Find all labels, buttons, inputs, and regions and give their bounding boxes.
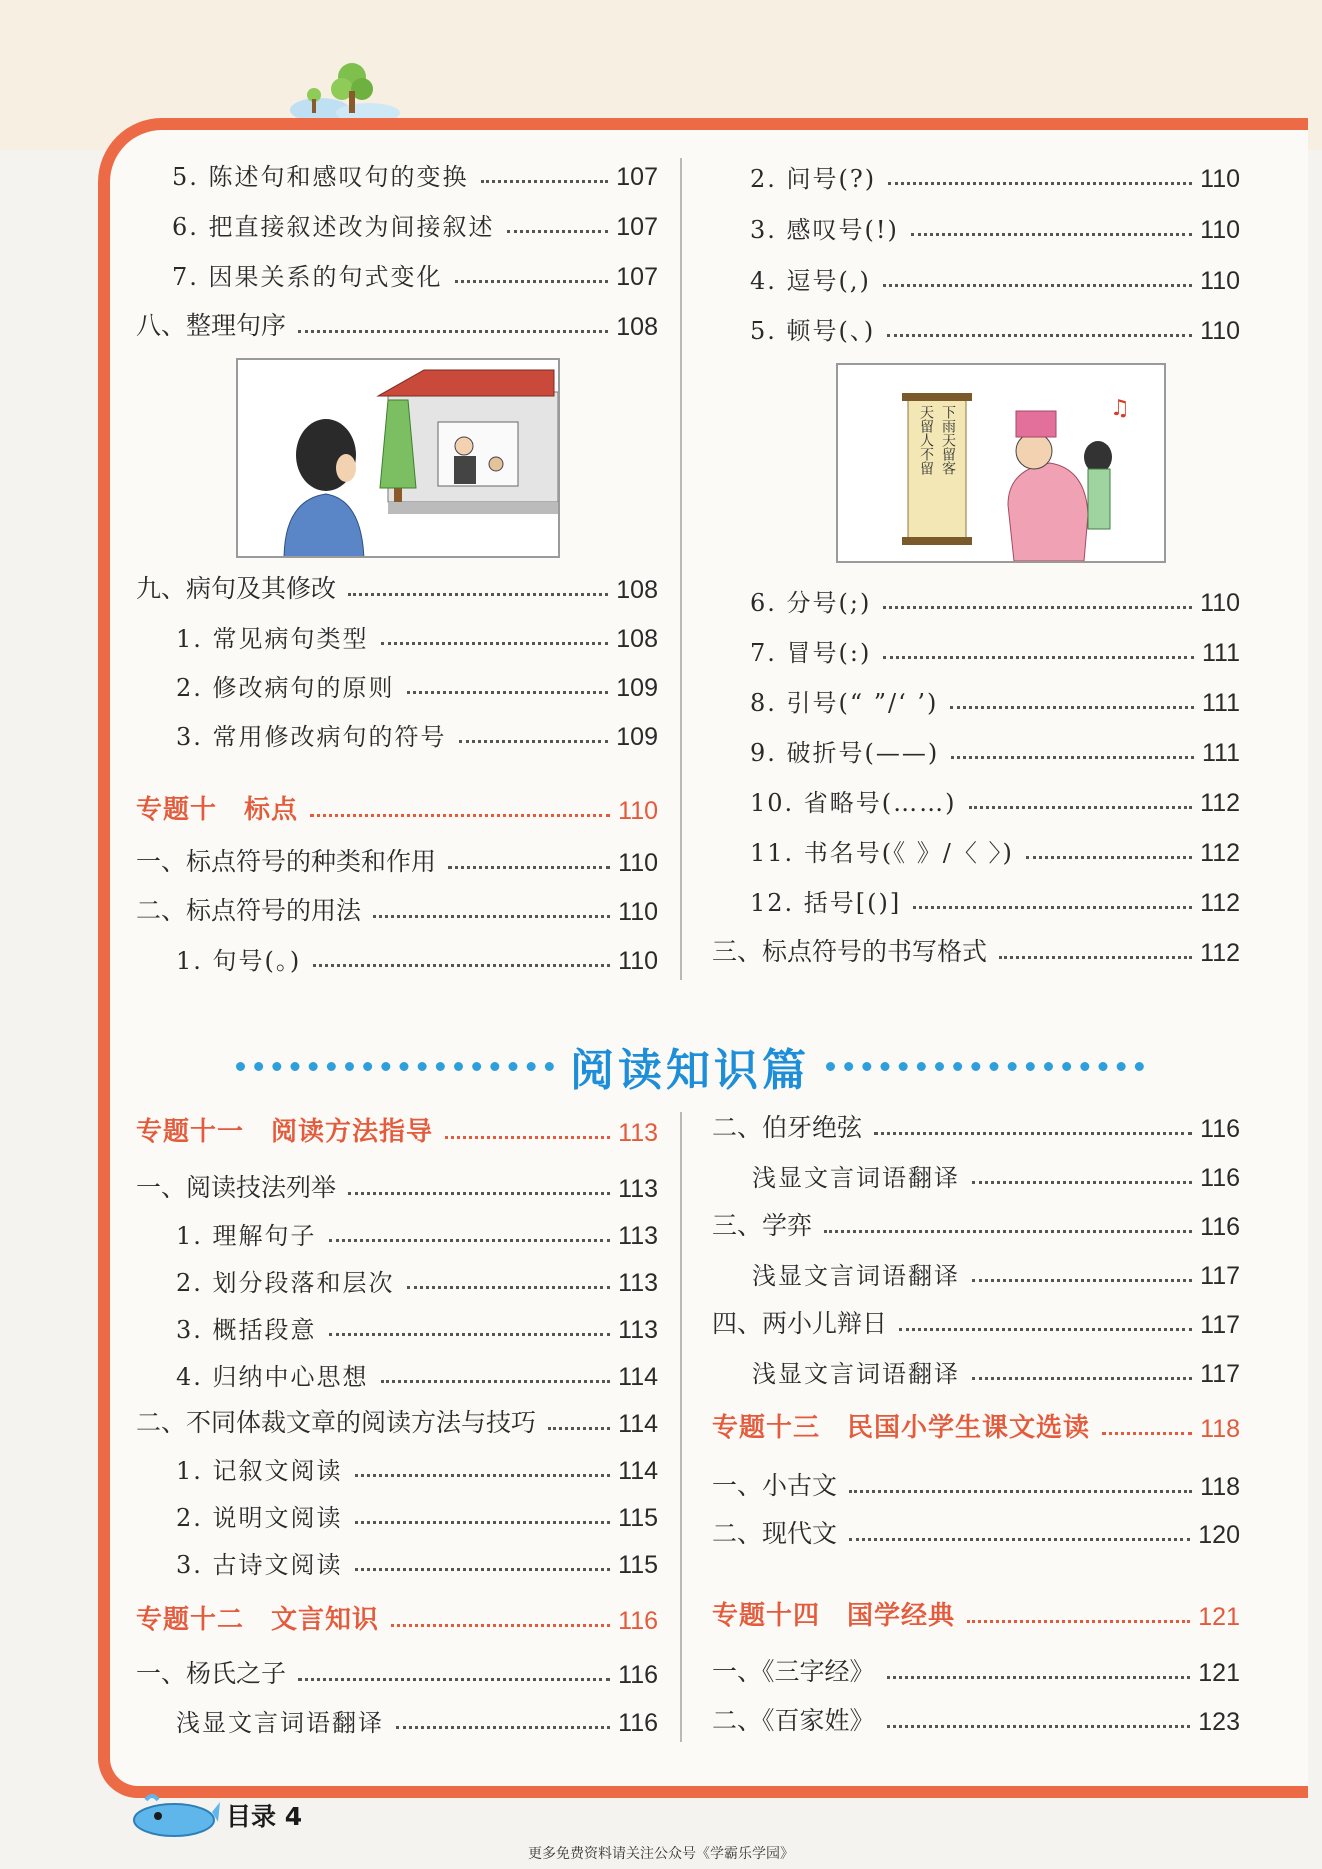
part-banner <box>220 1036 1160 1096</box>
toc-entry[interactable]: 浅显文言词语翻译 117 <box>752 1262 1240 1290</box>
toc-section[interactable]: 八、整理句序 108 <box>136 311 658 341</box>
banner-dots-right <box>826 1062 1144 1071</box>
toc-entry[interactable]: 12. 括号[()] 112 <box>750 889 1240 917</box>
toc-entry[interactable]: 11. 书名号(《 》/〈 〉) 112 <box>750 839 1240 867</box>
toc-entry[interactable]: 2. 问号(?) 110 <box>750 165 1240 193</box>
toc-entry[interactable]: 4. 逗号(,) 110 <box>750 267 1240 295</box>
toc-entry[interactable]: 3. 古诗文阅读 115 <box>176 1551 658 1579</box>
column-divider-bottom <box>680 1112 682 1742</box>
column-divider-top <box>680 158 682 980</box>
toc-entry[interactable]: 5. 陈述句和感叹句的变换 107 <box>172 163 658 191</box>
toc-entry[interactable]: 3. 常用修改病句的符号 109 <box>176 723 658 751</box>
toc-entry[interactable]: 1. 常见病句类型 108 <box>176 625 658 653</box>
toc-section[interactable]: 二、伯牙绝弦 116 <box>712 1113 1240 1143</box>
toc-section[interactable]: 四、两小儿辩日 117 <box>712 1309 1240 1339</box>
page-label-text: 目录 4 <box>226 1802 303 1831</box>
boy-house-drawing <box>238 360 560 558</box>
toc-entry[interactable]: 2. 修改病句的原则 109 <box>176 674 658 702</box>
topic-heading[interactable]: 专题十三 民国小学生课文选读 118 <box>712 1413 1240 1443</box>
toc-section[interactable]: 一、标点符号的种类和作用 110 <box>136 847 658 877</box>
scroll-line: 下雨天留客 <box>940 405 956 475</box>
toc-section[interactable]: 一、阅读技法列举 113 <box>136 1173 658 1203</box>
toc-entry[interactable]: 浅显文言词语翻译 116 <box>176 1709 658 1737</box>
toc-section[interactable]: 一、杨氏之子 116 <box>136 1659 658 1689</box>
toc-entry[interactable]: 9. 破折号(——) 111 <box>750 739 1240 767</box>
toc-entry[interactable]: 浅显文言词语翻译 117 <box>752 1360 1240 1388</box>
toc-entry[interactable]: 5. 顿号(、) 110 <box>750 317 1240 345</box>
footer-note: 更多免费资料请关注公众号《学霸乐学园》 <box>528 1846 794 1862</box>
topic-heading[interactable]: 专题十 标点 110 <box>136 795 658 825</box>
banner-title: 阅读知识篇 <box>570 1045 810 1096</box>
toc-section[interactable]: 二、《百家姓》 123 <box>712 1706 1240 1736</box>
scroll-text <box>910 405 964 537</box>
whale-mascot-icon <box>128 1792 220 1838</box>
toc-entry[interactable]: 2. 划分段落和层次 113 <box>176 1269 658 1297</box>
scroll-line: 天留人不留 <box>918 405 934 475</box>
toc-entry[interactable]: 7. 因果关系的句式变化 107 <box>172 263 658 291</box>
toc-entry[interactable]: 2. 说明文阅读 115 <box>176 1504 658 1532</box>
scroll-drawing <box>838 365 1166 563</box>
toc-section[interactable]: 一、《三字经》 121 <box>712 1657 1240 1687</box>
toc-section[interactable]: 二、不同体裁文章的阅读方法与技巧 114 <box>136 1408 658 1438</box>
tree-decoration-icon <box>290 55 400 125</box>
toc-entry[interactable]: 3. 感叹号(!) 110 <box>750 216 1240 244</box>
toc-entry[interactable]: 10. 省略号(……) 112 <box>750 789 1240 817</box>
svg-text:♫: ♫ <box>1110 396 1130 421</box>
toc-entry[interactable]: 7. 冒号(:) 111 <box>750 639 1240 667</box>
toc-section[interactable]: 一、小古文 118 <box>712 1471 1240 1501</box>
topic-heading[interactable]: 专题十四 国学经典 121 <box>712 1601 1240 1631</box>
banner-dots-left <box>236 1062 554 1071</box>
toc-entry[interactable]: 1. 记叙文阅读 114 <box>176 1457 658 1485</box>
topic-heading[interactable]: 专题十一 阅读方法指导 113 <box>136 1117 658 1147</box>
toc-entry[interactable]: 4. 归纳中心思想 114 <box>176 1363 658 1391</box>
illustration-boy-house <box>236 358 560 558</box>
illustration-scroll <box>836 363 1166 563</box>
toc-section[interactable]: 三、学弈 116 <box>712 1211 1240 1241</box>
toc-entry[interactable]: 1. 句号(。) 110 <box>176 947 658 975</box>
page-label <box>128 1792 302 1838</box>
toc-entry[interactable]: 6. 分号(;) 110 <box>750 589 1240 617</box>
toc-section[interactable]: 二、标点符号的用法 110 <box>136 896 658 926</box>
toc-entry[interactable]: 3. 概括段意 113 <box>176 1316 658 1344</box>
toc-entry[interactable]: 6. 把直接叙述改为间接叙述 107 <box>172 213 658 241</box>
toc-entry[interactable]: 浅显文言词语翻译 116 <box>752 1164 1240 1192</box>
toc-section[interactable]: 二、现代文 120 <box>712 1519 1240 1549</box>
toc-section[interactable]: 九、病句及其修改 108 <box>136 574 658 604</box>
toc-section[interactable]: 三、标点符号的书写格式 112 <box>712 937 1240 967</box>
topic-heading[interactable]: 专题十二 文言知识 116 <box>136 1605 658 1635</box>
toc-entry[interactable]: 8. 引号(“ ”/‘ ’) 111 <box>750 689 1240 717</box>
toc-entry[interactable]: 1. 理解句子 113 <box>176 1222 658 1250</box>
